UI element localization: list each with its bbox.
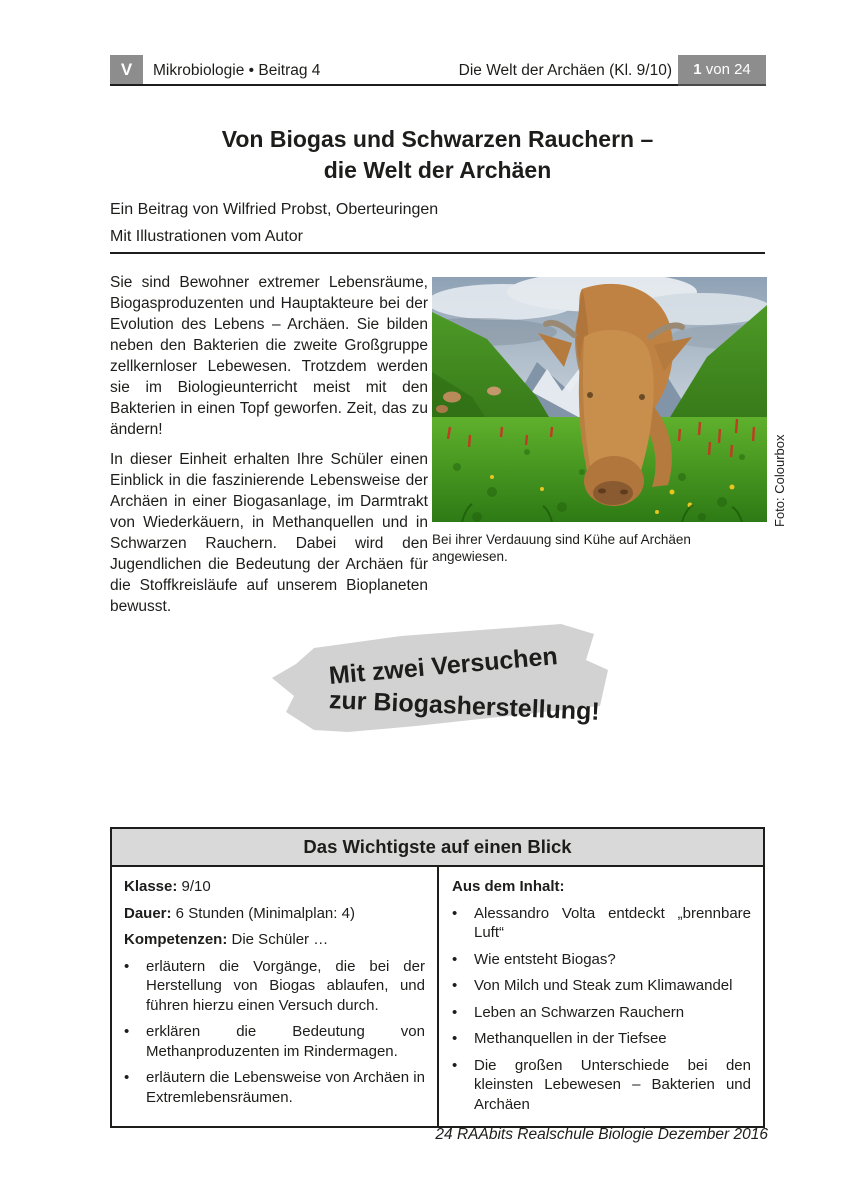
page-number: 1 [693,61,702,78]
divider-rule [110,252,765,254]
author-line1: Ein Beitrag von Wilfried Probst, Oberteuringen [110,201,439,218]
dauer-label: Dauer: [124,904,172,922]
bullet-text: Leben an Schwarzen Rauchern [474,1003,685,1021]
page-title [110,124,765,186]
list-item [452,1003,751,1023]
header-right-title: Die Welt der Archäen (Kl. 9/10) [458,62,672,79]
overview-box-columns [112,867,763,1126]
bullet-text: Wie entsteht Biogas? [474,950,616,968]
overview-box [110,827,765,1128]
bullet-text: erläutern die Lebensweise von Archäen in Extremlebensräumen. [146,1069,425,1106]
bullet-icon: • [452,1056,458,1074]
cow-eye-left [587,392,593,398]
dauer-line [124,904,425,924]
list-item [124,1068,425,1107]
overview-box-title: Das Wichtigste auf einen Blick [112,829,763,867]
volume-badge: V [110,55,143,86]
kompetenzen-label: Kompetenzen: [124,931,228,948]
bullet-icon: • [452,904,458,922]
bullet-icon: • [124,1069,130,1086]
page-count: von 24 [701,61,751,78]
inhalt-title [452,877,751,897]
cow-eye-right [639,394,645,400]
banner-line1: Mit zwei Versuchen [327,642,559,690]
overview-right-column [439,867,763,1126]
bullet-icon: • [124,957,130,975]
cow-photo [432,277,767,522]
kompetenzen-line [124,930,425,950]
kompetenzen-value: Die Schüler … [227,931,329,948]
list-item [452,904,751,943]
klasse-value: 9/10 [177,878,211,895]
list-item [452,1029,751,1049]
list-item [452,950,751,970]
bullet-icon: • [452,1003,458,1021]
list-item [124,957,425,1016]
header-left-title: Mikrobiologie • Beitrag 4 [153,62,321,79]
author-block [110,196,438,250]
page-title-line2: die Welt der Archäen [323,157,552,183]
klasse-label: Klasse: [124,878,178,895]
bullet-icon: • [452,950,458,968]
bullet-text: erläutern die Vorgänge, die bei der Herstellung von Biogas ablaufen, und führen hierzu einen Versuch durch. [146,957,425,1014]
dauer-value: 6 Stunden (Minimalplan: 4) [171,904,355,922]
list-item [124,1022,425,1061]
bullet-text: erklären die Bedeutung von Methanproduzenten im Rindermagen. [146,1023,425,1060]
inhalt-label: Aus dem Inhalt: [452,878,565,895]
cow-nostril-left [598,489,606,494]
footer-imprint: 24 RAAbits Realschule Biologie Dezember 2016 [435,1126,768,1143]
photo-caption: Bei ihrer Verdauung sind Kühe auf Archäen angewiesen. [432,532,691,564]
intro-paragraph-2: In dieser Einheit erhalten Ihre Schüler einen Einblick in die faszinierende Lebensweise der Archäen in einer Biogasanlage, im Darmtrakt von Wiederkäuern, in Methanquellen und in Schwarzen Rauchern. Dabei wird den Jugendlichen die Bedeutung der Archäen für die Stoffkreisläufe auf unserem Bioplaneten bewusst. [110,451,428,615]
bullet-icon: • [452,1030,458,1047]
overview-left-column [112,867,439,1126]
author-line2: Mit Illustrationen vom Autor [110,228,303,245]
header-rule [110,84,678,86]
page-title-line1: Von Biogas und Schwarzen Rauchern – [221,126,654,152]
cow-nostril-right [620,490,628,495]
bullet-text: Alessandro Volta entdeckt „brennbare Luft“ [474,904,751,941]
intro-paragraph-1: Sie sind Bewohner extremer Lebensräume, Biogasproduzenten und Hauptakteure bei der Evolution des Lebens – Archäen. Sie bilden neben den Bakterien die zweite Großgruppe zellkernloser Lebewesen. Trotzdem werden sie im Biologieunterricht meist mit den Bakterien in einen Topf geworfen. Zeit, das zu ändern! [110,274,428,438]
list-item [452,1056,751,1115]
photo-credit: Foto: Colourbox [772,434,787,527]
promo-banner [256,614,624,742]
intro-text-column [110,272,428,626]
banner-line2: zur Biogasherstellung! [328,686,601,726]
bullet-icon: • [124,1023,130,1040]
bullet-text: Von Milch und Steak zum Klimawandel [474,977,733,994]
klasse-line [124,877,425,897]
bullet-text: Methanquellen in der Tiefsee [474,1030,667,1047]
bullet-text: Die großen Unterschiede bei den kleinsten Lebewesen – Bakterien und Archäen [474,1056,751,1113]
page-number-badge [678,55,766,86]
list-item [452,976,751,996]
bullet-icon: • [452,977,458,994]
